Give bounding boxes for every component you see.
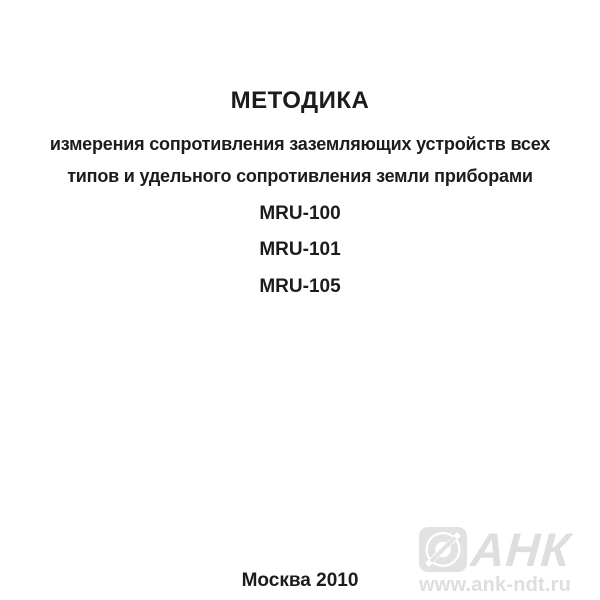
watermark — [419, 523, 589, 597]
device-model-mru-105: MRU-105 — [259, 276, 341, 297]
document-subtitle-line-2: типов и удельного сопротивления земли приборами — [67, 166, 533, 186]
document-title: МЕТОДИКА — [230, 87, 370, 114]
publication-place-year: Москва 2010 — [241, 570, 359, 591]
ank-logo-icon — [419, 527, 467, 577]
device-model-mru-101: MRU-101 — [259, 239, 341, 260]
device-model-mru-100: MRU-100 — [259, 203, 341, 224]
watermark-logo-text: АНК — [469, 523, 573, 576]
watermark-website-url: www.ank-ndt.ru — [419, 574, 572, 596]
document-subtitle-line-1: измерения сопротивления заземляющих устройств всех — [49, 134, 551, 154]
